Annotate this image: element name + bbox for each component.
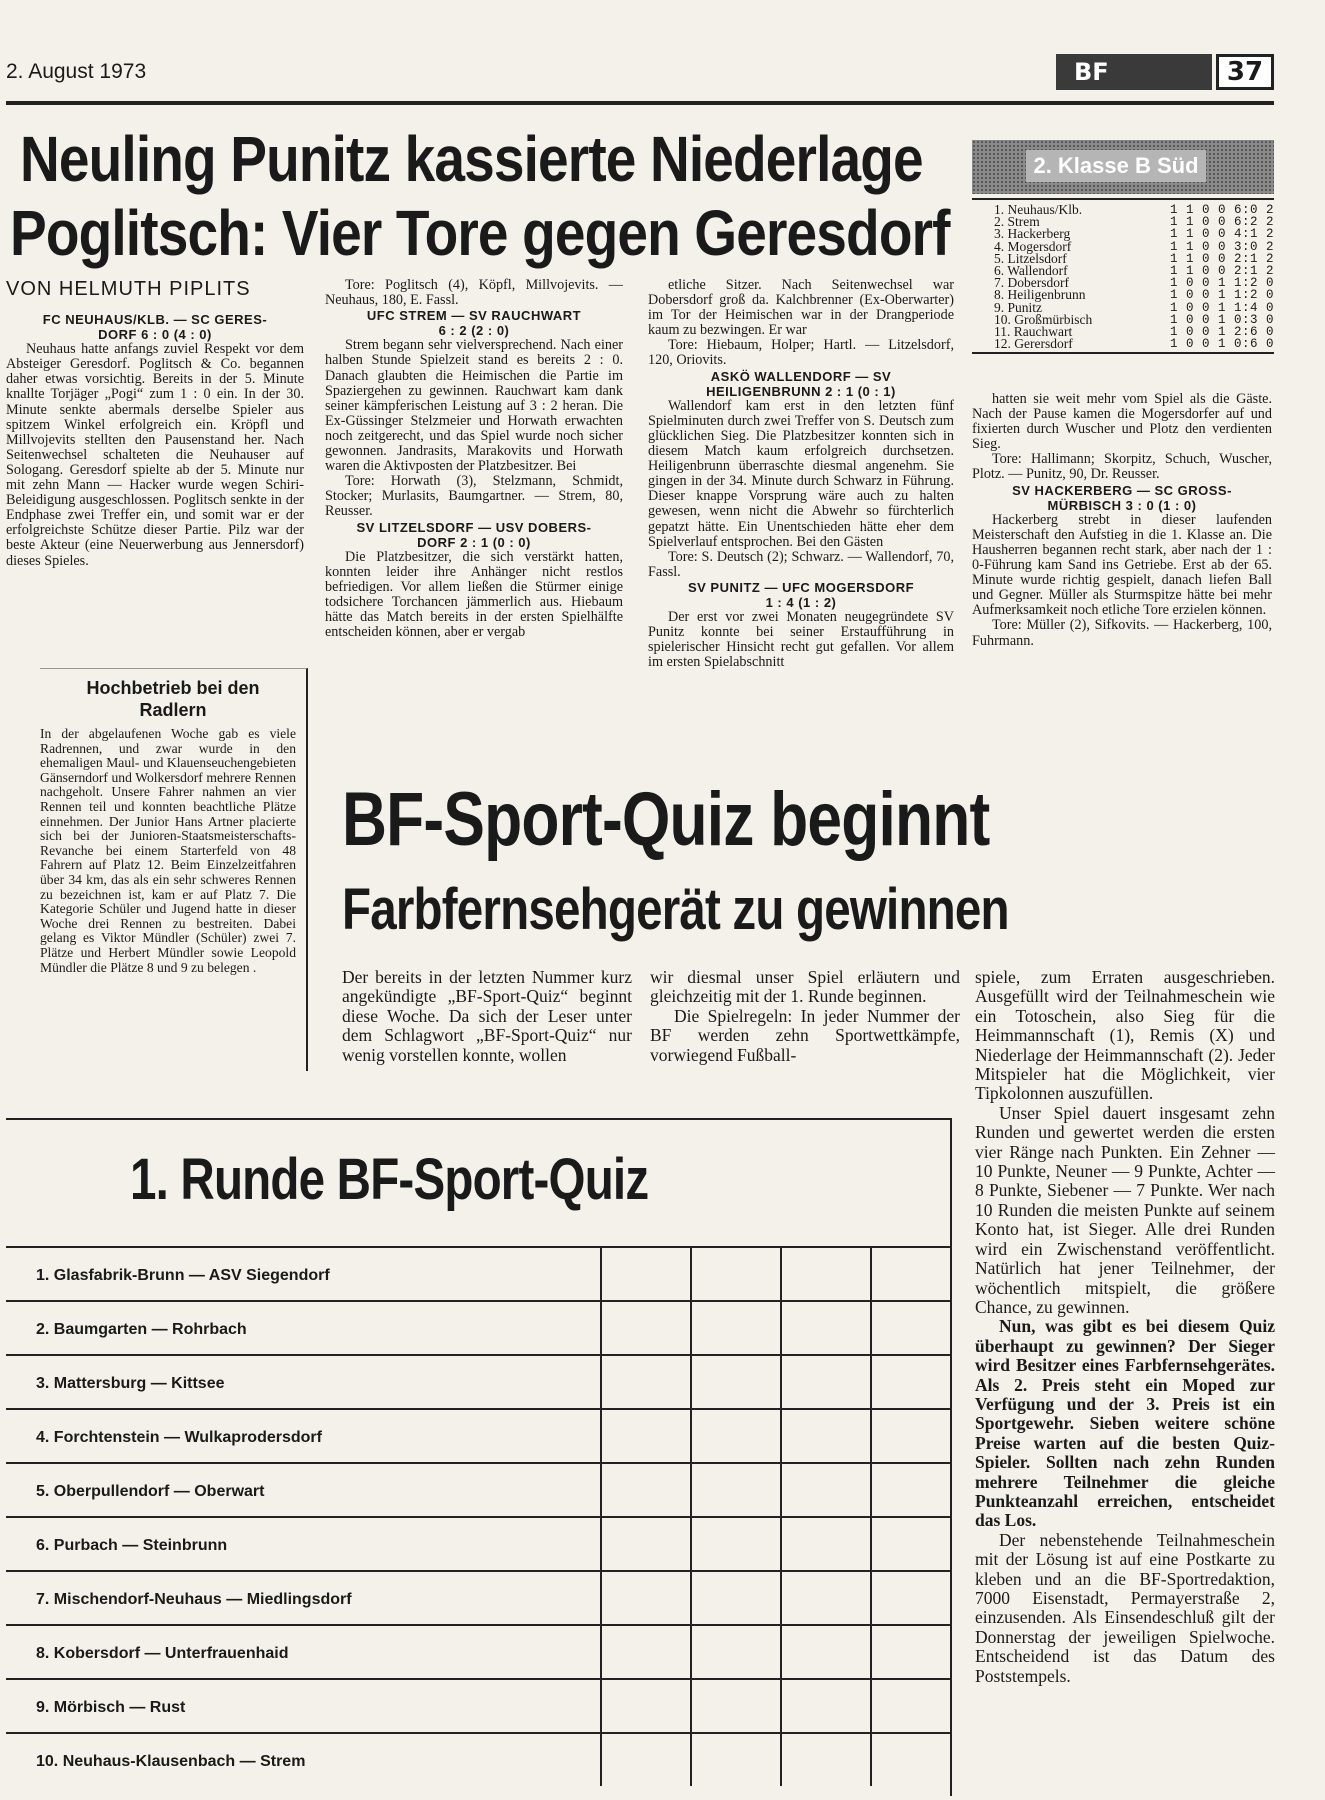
- quiz-match-row: [6, 1624, 950, 1678]
- quiz-match-row: [6, 1570, 950, 1624]
- quiz-match-row: [6, 1678, 950, 1732]
- quiz-col3-para-4: Der nebenstehende Teilnahmeschein mit der Lösung ist auf eine Postkarte zu kleben und an die BF-Sportredaktion, 7000 Eisenstadt, Permayerstraße 2, einzusenden. Als Einsendeschluß gilt der Donnerstag der jeweiligen Spielwoche. Entscheidend ist das Datum des Poststempels.: [975, 1529, 1275, 1686]
- article-paragraph: Die Platzbesitzer, die sich verstärkt hatten, konnten leider ihre Anhänger nicht restlos befriedigen. Vor allem ließen die Stürmer einige todsichere Torchancen jämmerlich aus. Hiebaum hätte das Match bereits in der ersten Spielhälfte entscheiden können, aber er vergab: [325, 548, 623, 641]
- standings-title: 2. Klasse B Süd: [1026, 150, 1206, 182]
- tip-column-divider: [870, 1410, 872, 1462]
- quiz-match-row: [6, 1408, 950, 1462]
- article-paragraph: hatten sie weit mehr vom Spiel als die Gäste. Nach der Pause kamen die Mogersdorfer auf und fixierten durch Wuscher und Plotz den verdienten Sieg.: [972, 391, 1272, 453]
- tip-column-divider: [780, 1410, 782, 1462]
- quiz-match-row: [6, 1732, 950, 1786]
- team-name: 6. Wallendorf: [994, 263, 1068, 279]
- standings-header: [972, 140, 1274, 194]
- quiz-col2-para-1: wir diesmal unser Spiel erläutern und gleichzeitig mit der 1. Runde beginnen.: [650, 967, 960, 1007]
- quiz-match-label: 7. Mischendorf-Neuhaus — Miedlingsdorf: [36, 1591, 352, 1608]
- match-heading-line: ASKÖ WALLENDORF — SV: [710, 368, 892, 384]
- tip-column-divider: [600, 1410, 602, 1462]
- team-stats: 1 0 0 1 1:2 0: [1169, 288, 1274, 303]
- team-name: 2. Strem: [994, 214, 1040, 230]
- quiz-match-row: [6, 1462, 950, 1516]
- quiz-headline: BF-Sport-Quiz beginnt: [342, 777, 990, 862]
- match-heading-line: UFC STREM — SV RAUCHWART: [366, 308, 582, 324]
- article-paragraph: Tore: Hallimann; Skorpitz, Schuch, Wuscher, Plotz. — Punitz, 90, Dr. Reusser.: [972, 451, 1272, 483]
- article-paragraph: Tore: Hiebaum, Holper; Hartl. — Litzelsdorf, 120, Oriovits.: [648, 337, 954, 369]
- match-heading-line: DORF 2 : 1 (0 : 0): [417, 534, 531, 550]
- quiz-match-list: [6, 1246, 950, 1786]
- team-name: 11. Rauchwart: [994, 324, 1073, 340]
- tip-column-divider: [600, 1734, 602, 1786]
- quiz-col3-para-1: spiele, zum Erraten ausgeschrieben. Ausgefüllt wird der Teilnahmeschein wie ein Totoschein, also Sieg für die Heimmannschaft (1), Remis (X) und Niederlage der Heimmannschaft (2). Jeder Mitspieler hat die Möglichkeit, vier Tipkolonnen auszufüllen.: [975, 967, 1275, 1104]
- quiz-match-label: 5. Oberpullendorf — Oberwart: [36, 1483, 265, 1500]
- tip-column-divider: [780, 1572, 782, 1624]
- match-heading-line: 6 : 2 (2 : 0): [438, 323, 510, 339]
- quiz-match-label: 8. Kobersdorf — Unterfrauenhaid: [36, 1645, 289, 1662]
- team-stats: 1 1 0 0 2:1 2: [1169, 264, 1274, 279]
- quiz-match-label: 4. Forchtenstein — Wulkaprodersdorf: [36, 1429, 322, 1446]
- quiz-column-2: [650, 968, 960, 1065]
- tip-column-divider: [690, 1248, 692, 1300]
- cycling-sidebox: [40, 668, 308, 1071]
- quiz-match-label: 9. Mörbisch — Rust: [36, 1699, 186, 1716]
- article-column-1: [6, 312, 304, 569]
- match-heading: [325, 308, 623, 338]
- article-column-4: [972, 392, 1272, 649]
- tip-column-divider: [870, 1680, 872, 1732]
- tip-column-divider: [780, 1356, 782, 1408]
- sidebox-title: [40, 677, 306, 721]
- team-name: 1. Neuhaus/Klb.: [994, 202, 1083, 217]
- tip-column-divider: [870, 1464, 872, 1516]
- article-paragraph: Strem begann sehr vielversprechend. Nach einer halben Stunde Spielzeit stand es bereits 2 : 0. Danach glaubten die Heimischen die Partie im Spaziergehen zu gewinnen. Rauchwart kam dank seiner kämpferischen Leistung auf 3 : 2 heran. Die Ex-Güssinger Stelzmeier und Horwath erwachten noch zeitgerecht, und das Spiel wurde noch sicher gewonnen. Jandrasits, Marakovits und Horwath waren die Aktivposten der Platzbesitzer. Bei: [325, 337, 623, 475]
- quiz-match-row: [6, 1300, 950, 1354]
- quiz-col3-para-3: Nun, was gibt es bei diesem Quiz überhaupt zu gewinnen? Der Sieger wird Besitzer eines Farbfernsehgerätes. Als 2. Preis steht ein Moped zur Verfügung und der 3. Preis ist ein Sportgewehr. Sieben weitere schöne Preise warten auf die besten Quiz-Spieler. Sollten nach zehn Runden mehrere Teilnehmer die gleiche Punkteanzahl erreichen, entscheidet das Los.: [975, 1316, 1275, 1531]
- quiz-match-label: 2. Baumgarten — Rohrbach: [36, 1321, 247, 1338]
- tip-column-divider: [870, 1572, 872, 1624]
- team-stats: 1 0 0 1 2:6 0: [1169, 325, 1274, 340]
- article-column-2: [325, 278, 623, 640]
- team-name: 8. Heiligenbrunn: [994, 287, 1086, 303]
- sidebox-title-line-2: Radlern: [139, 700, 207, 720]
- match-heading-line: DORF 6 : 0 (4 : 0): [98, 327, 212, 343]
- tip-column-divider: [870, 1626, 872, 1678]
- match-heading: [6, 312, 304, 342]
- tip-column-divider: [690, 1734, 692, 1786]
- tip-column-divider: [600, 1572, 602, 1624]
- article-paragraph: Tore: S. Deutsch (2); Schwarz. — Wallendorf, 70, Fassl.: [648, 548, 954, 580]
- match-heading: [325, 520, 623, 550]
- team-name: 7. Dobersdorf: [994, 275, 1069, 291]
- tip-column-divider: [690, 1410, 692, 1462]
- quiz-subheadline: Farbfernsehgerät zu gewinnen: [342, 877, 1009, 942]
- tip-column-divider: [870, 1302, 872, 1354]
- quiz-col2-para-2: Die Spielregeln: In jeder Nummer der BF werden zehn Sportwettkämpfe, vorwiegend Fußball-: [650, 1005, 960, 1065]
- quiz-match-label: 10. Neuhaus-Klausenbach — Strem: [36, 1753, 306, 1770]
- tip-column-divider: [780, 1680, 782, 1732]
- team-stats: 1 0 0 1 1:2 0: [1169, 276, 1274, 291]
- team-stats: 1 1 0 0 3:0 2: [1169, 239, 1274, 254]
- sidebox-text: In der abgelaufenen Woche gab es viele Radrennen, und zwar wurde in den ehemaligen Maul- und Klauenseuchengebieten Gänserndorf und Wolkersdorf mehrere Rennen nachgeholt. Unsere Fahrer nahmen an vier Rennen teil und konnten beachtliche Plätze einnehmen. Der Junior Hans Artner placierte sich bei der Junioren-Staatsmeisterschafts-Revanche bei einem Starterfeld von 48 Fahrern auf Platz 12. Beim Einzelzeitfahren über 34 km, das als ein sehr schweres Rennen zu bezeichnen ist, kam er auf Platz 7. Die Kategorie Schüler und Jugend hatte in dieser Woche drei Rennen zu bestreiten. Dabei gelang es Viktor Mündler (Schüler) zwei 7. Plätze und Herbert Mündler sowie Leopold Mündler die Plätze 8 und 9 zu belegen .: [40, 726, 296, 975]
- team-stats: 1 0 0 1 0:3 0: [1169, 312, 1274, 327]
- tip-column-divider: [600, 1464, 602, 1516]
- match-heading-line: 1 : 4 (1 : 2): [765, 594, 837, 610]
- quiz-match-row: [6, 1516, 950, 1570]
- standings-table: [994, 204, 1274, 350]
- team-name: 12. Gerersdorf: [994, 336, 1073, 352]
- tip-column-divider: [870, 1248, 872, 1300]
- tip-column-divider: [690, 1302, 692, 1354]
- match-heading: [648, 580, 954, 610]
- quiz-match-row: [6, 1354, 950, 1408]
- header-rule: [6, 101, 1274, 105]
- article-paragraph: Der erst vor zwei Monaten neugegründete SV Punitz konnte bei seiner Erstaufführung in spielerischer Hinsicht recht gut gefallen. Vor allem im ersten Spielabschnitt: [648, 609, 954, 671]
- byline: VON HELMUTH PIPLITS: [6, 278, 251, 300]
- tip-column-divider: [780, 1734, 782, 1786]
- tip-column-divider: [690, 1680, 692, 1732]
- standings-row: [994, 338, 1274, 350]
- quiz-match-label: 6. Purbach — Steinbrunn: [36, 1537, 228, 1554]
- headline-line-2: Poglitsch: Vier Tore gegen Geresdorf: [10, 197, 950, 269]
- team-name: 10. Großmürbisch: [994, 311, 1093, 327]
- page-number: 37: [1216, 54, 1274, 90]
- tip-column-divider: [780, 1626, 782, 1678]
- tip-column-divider: [870, 1518, 872, 1570]
- tip-column-divider: [780, 1302, 782, 1354]
- match-heading-line: SV PUNITZ — UFC MOGERSDORF: [687, 579, 915, 595]
- match-heading-line: SV HACKERBERG — SC GROSS-: [1012, 482, 1232, 498]
- tip-column-divider: [600, 1680, 602, 1732]
- tip-column-divider: [780, 1464, 782, 1516]
- team-name: 3. Hackerberg: [994, 226, 1071, 242]
- team-name: 5. Litzelsdorf: [994, 250, 1067, 266]
- team-name: 4. Mogersdorf: [994, 238, 1072, 254]
- tip-column-divider: [690, 1356, 692, 1408]
- team-name: 9. Punitz: [994, 299, 1043, 315]
- standings-bottom-rule: [972, 352, 1274, 354]
- team-stats: 1 1 0 0 6:0 2: [1169, 203, 1274, 217]
- quiz-match-row: [6, 1246, 950, 1300]
- match-heading: [972, 483, 1272, 513]
- tip-column-divider: [870, 1734, 872, 1786]
- tip-column-divider: [780, 1248, 782, 1300]
- standings-rule: [972, 198, 1274, 200]
- team-stats: 1 1 0 0 6:2 2: [1169, 215, 1274, 230]
- article-paragraph: Hackerberg strebt in dieser laufenden Meisterschaft den Aufstieg in die 1. Klasse an. Die Hausherren begannen recht stark, aber nach der 1 : 0-Führung kam Sand ins Getriebe. Erst ab der 65. Minute wurde richtig gespielt, danach liefen Ball und Gegner. Müller als Sturmspitze hätte bei mehr Aufmerksamkeit noch etliche Tore erzielen können.: [972, 511, 1272, 619]
- team-stats: 1 1 0 0 2:1 2: [1169, 251, 1274, 266]
- quiz-col3-para-2: Unser Spiel dauert insgesamt zehn Runden und gewertet werden die ersten vier Ränge nach Punkten. Ein Zehner — 10 Punkte, Neuner — 9 Punkte, Achter — 8 Punkte, Siebener — 7 Punkte. Wer nach 10 Runden die meisten Punkte auf seinem Konto hat, ist Sieger. Alle drei Runden wird ein Zwischenstand veröffentlicht. Natürlich hat jener Teilnehmer, der wöchentlich mitspielt, die größere Chance, zu gewinnen.: [975, 1102, 1275, 1317]
- tip-column-divider: [780, 1518, 782, 1570]
- section-label: BF: [1056, 54, 1212, 90]
- article-paragraph: Tore: Horwath (3), Stelzmann, Schmidt, Stocker; Murlasits, Baumgartner. — Strem, 80, Reusser.: [325, 473, 623, 520]
- match-heading-line: HEILIGENBRUNN 2 : 1 (0 : 1): [706, 383, 896, 399]
- quiz-match-label: 1. Glasfabrik-Brunn — ASV Siegendorf: [36, 1267, 330, 1284]
- article-paragraph: etliche Sitzer. Nach Seitenwechsel war Dobersdorf groß da. Kalchbrenner (Ex-Oberwarter) im Tor der Heimischen war in der Drangperiode kaum zu bezwingen. Er war: [648, 277, 954, 339]
- match-heading: [648, 369, 954, 399]
- article-paragraph: Tore: Poglitsch (4), Köpfl, Millvojevits. — Neuhaus, 180, E. Fassl.: [325, 277, 623, 309]
- team-stats: 1 0 0 1 0:6 0: [1169, 337, 1274, 352]
- quiz-match-label: 3. Mattersburg — Kittsee: [36, 1375, 225, 1392]
- tip-column-divider: [690, 1572, 692, 1624]
- page-badge: [1056, 54, 1274, 90]
- article-paragraph: Neuhaus hatte anfangs zuviel Respekt vor dem Absteiger Geresdorf. Poglitsch & Co. begannen daher etwas vorsichtig. Bereits in der 5. Minute knallte Torjäger „Pogi“ zum 1 : 0 ein. In der 30. Minute senkte abermals derselbe Spieler aus spitzem Winkel erfolgreich ein. Kröpfl und Millvojevits stellten den Pausenstand her. Nach Seitenwechsel schalteten die Neuhauser auf Sologang. Geresdorf spielte ab der 5. Minute nur mit zehn Mann — Hacker wurde wegen Schiri-Beleidigung ausgeschlossen. Poglitsch senkte in der Endphase zwei Treffer ein, und somit war er der erfolgreichste Schütze dieser Partie. Pilz war der beste Akteur (eine Neuerwerbung aus Jennersdorf) dieses Spieles.: [6, 341, 304, 569]
- sidebox-title-line-1: Hochbetrieb bei den: [86, 678, 260, 698]
- team-stats: 1 1 0 0 4:1 2: [1169, 227, 1274, 242]
- quiz-column-1: Der bereits in der letzten Nummer kurz angekündigte „BF-Sport-Quiz“ beginnt diese Woche. Da sich der Leser unter dem Schlagwort „BF-Sport-Quiz“ nur wenig vorstellen konnte, wollen: [342, 967, 632, 1065]
- match-heading-line: MÜRBISCH 3 : 0 (1 : 0): [1047, 497, 1197, 513]
- match-heading-line: SV LITZELSDORF — USV DOBERS-: [356, 519, 592, 535]
- tip-column-divider: [690, 1518, 692, 1570]
- team-stats: 1 0 0 1 1:4 0: [1169, 300, 1274, 315]
- tip-column-divider: [600, 1248, 602, 1300]
- tip-column-divider: [690, 1626, 692, 1678]
- quiz-column-3: [975, 968, 1275, 1686]
- tip-column-divider: [870, 1356, 872, 1408]
- tip-column-divider: [600, 1302, 602, 1354]
- article-paragraph: Tore: Müller (2), Sifkovits. — Hackerberg, 100, Fuhrmann.: [972, 617, 1272, 649]
- issue-date: 2. August 1973: [6, 60, 147, 83]
- tip-column-divider: [600, 1356, 602, 1408]
- tip-column-divider: [600, 1518, 602, 1570]
- headline-line-1: Neuling Punitz kassierte Niederlage: [20, 123, 923, 195]
- article-paragraph: Wallendorf kam erst in den letzten fünf Spielminuten durch zwei Treffer von S. Deutsch zum glücklichen Sieg. Die Platzbesitzer konnten sich in diesem Match kaum erfolgreich durchsetzen. Heiligenbrunn überraschte diesmal angenehm. Sie gingen in der 34. Minute durch Schwarz in Führung. Dieser knappe Vorsprung wäre auch zu halten gewesen, wenn nicht die Abwehr so fürchterlich gepatzt hätte. Ein Unentschieden hätte eher dem Spielverlauf entsprochen. Bei den Gästen: [648, 397, 954, 550]
- match-heading-line: FC NEUHAUS/KLB. — SC GERES-: [42, 312, 268, 327]
- quiz-form-title: 1. Runde BF-Sport-Quiz: [130, 1147, 649, 1212]
- tip-column-divider: [600, 1626, 602, 1678]
- article-column-3: [648, 278, 954, 670]
- tip-column-divider: [690, 1464, 692, 1516]
